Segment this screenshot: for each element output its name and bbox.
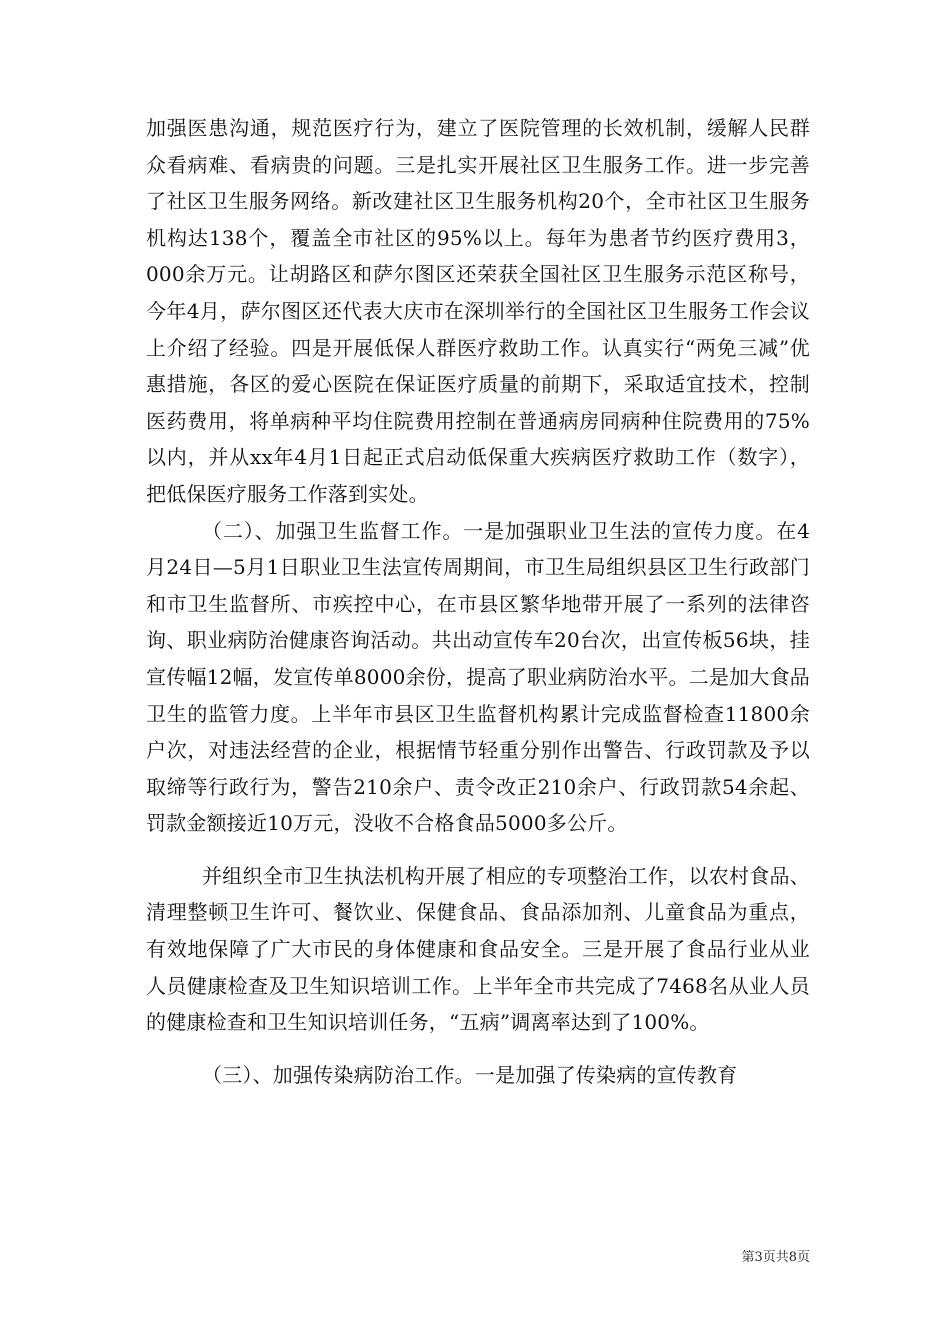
document-body: [146, 110, 810, 1093]
paragraph-2: （二）、加强卫生监督工作。一是加强职业卫生法的宣传力度。在4月24日—5月1日职业卫生法宣传周期间，市卫生局组织县区卫生行政部门和市卫生监督所、市疾控中心，在市县区繁华地带开展了一系列的法律咨询、职业病防治健康咨询活动。共出动宣传车20台次，出宣传板56块，挂宣传幅12幅，发宣传单8000余份，提高了职业病防治水平。二是加大食品卫生的监管力度。上半年市县区卫生监督机构累计完成监督检查11800余户次，对违法经营的企业，根据情节轻重分别作出警告、行政罚款及予以取缔等行政行为，警告210余户、责令改正210余户、行政罚款54余起、罚款金额接近10万元，没收不合格食品5000多公斤。: [146, 518, 810, 836]
paragraph-3: 并组织全市卫生执法机构开展了相应的专项整治工作，以农村食品、清理整顿卫生许可、餐饮业、保健食品、食品添加剂、儿童食品为重点，有效地保障了广大市民的身体健康和食品安全。三是开展了食品行业从业人员健康检查及卫生知识培训工作。上半年全市共完成了7468名从业人员的健康检查和卫生知识培训任务，“五病”调离率达到了100%。: [146, 863, 810, 1035]
paragraph-1: 加强医患沟通，规范医疗行为，建立了医院管理的长效机制，缓解人民群众看病难、看病贵的问题。三是扎实开展社区卫生服务工作。进一步完善了社区卫生服务网络。新改建社区卫生服务机构20个，全市社区卫生服务机构达138个，覆盖全市社区的95%以上。每年为患者节约医疗费用3，000余万元。让胡路区和萨尔图区还荣获全国社区卫生服务示范区称号，今年4月，萨尔图区还代表大庆市在深圳举行的全国社区卫生服务工作会议上介绍了经验。四是开展低保人群医疗救助工作。认真实行“两免三减”优惠措施，各区的爱心医院在保证医疗质量的前期下，采取适宜技术，控制医药费用，将单病种平均住院费用控制在普通病房同病种住院费用的75%以内，并从xx年4月1日起正式启动低保重大疾病医疗救助工作（数字），把低保医疗服务工作落到实处。: [146, 116, 810, 506]
paragraph-4: （三）、加强传染病防治工作。一是加强了传染病的宣传教育: [202, 1062, 738, 1087]
page-number: 第3页共8页: [741, 1250, 810, 1265]
